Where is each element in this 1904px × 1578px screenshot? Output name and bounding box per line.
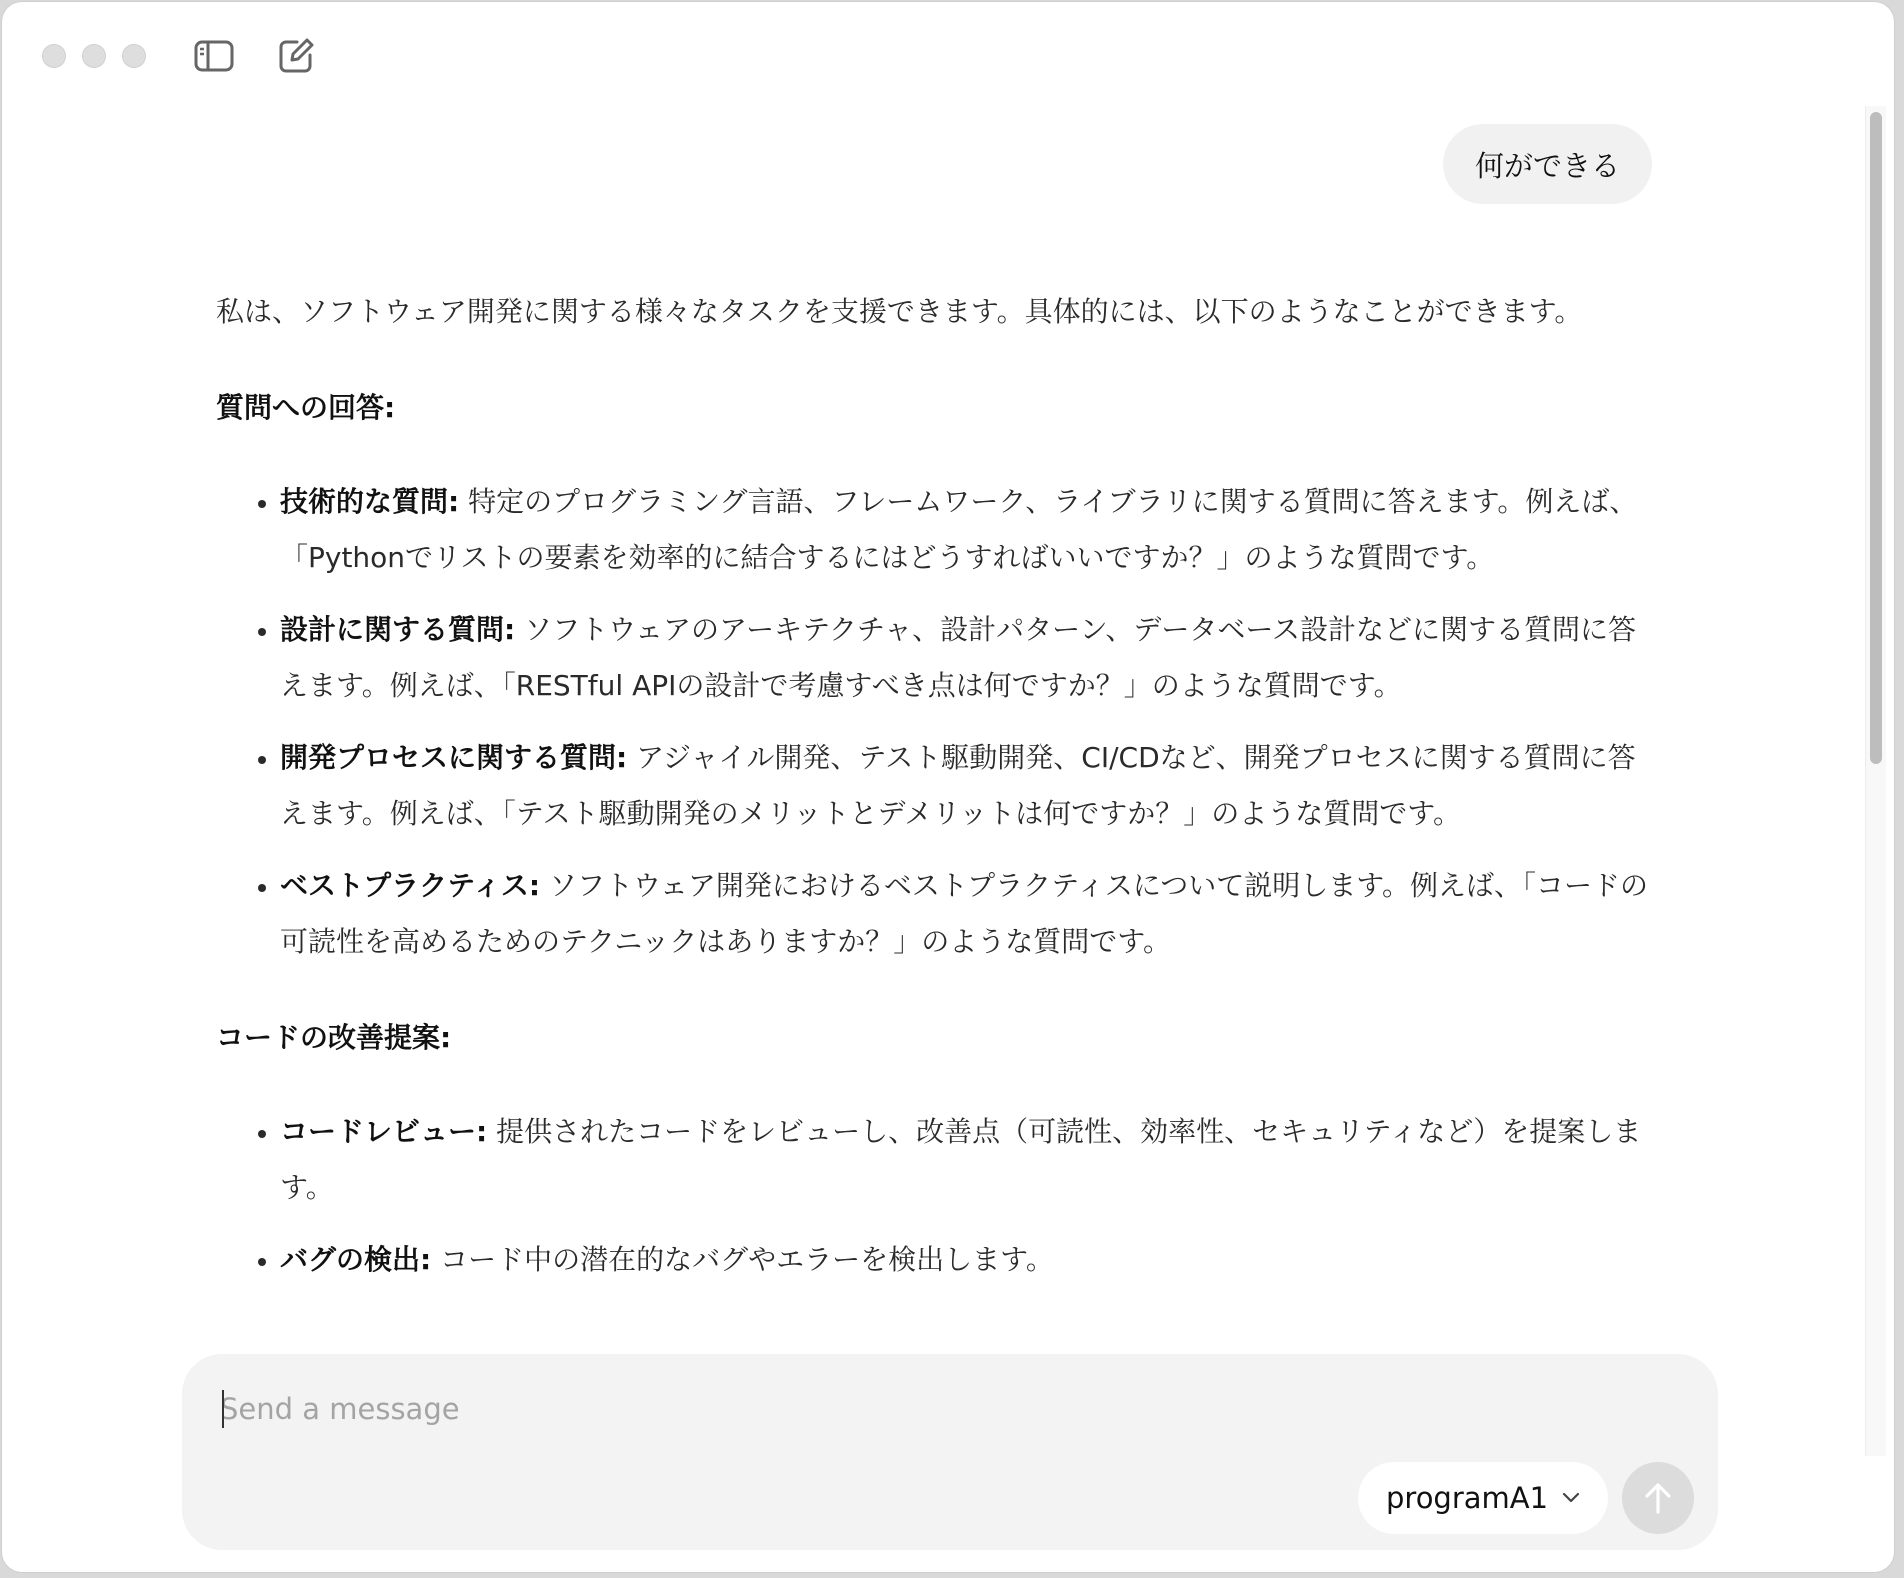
message-input[interactable]: [220, 1382, 1680, 1436]
close-window-button[interactable]: [42, 44, 66, 68]
conversation-view[interactable]: [2, 106, 1870, 1456]
app-window: [2, 2, 1894, 1572]
assistant-message: [216, 284, 1656, 1328]
list-item-text: 特定のプログラミング言語、フレームワーク、ライブラリに関する質問に答えます。例えば、「Pythonでリストの要素を効率的に結合するにはどうすればいいですか？」のような質問です。: [280, 485, 1638, 574]
new-chat-button[interactable]: [276, 36, 316, 76]
minimize-window-button[interactable]: [82, 44, 106, 68]
list-item-text: ソフトウェア開発におけるベストプラクティスについて説明します。例えば、「コードの可読性を高めるためのテクニックはありますか？」のような質問です。: [280, 869, 1649, 958]
list-item-text: コード中の潜在的なバグやエラーを検出します。: [431, 1243, 1054, 1276]
bullet-list: [216, 1104, 1656, 1288]
model-selector-label: programA1: [1386, 1481, 1549, 1515]
chevron-down-icon: [1562, 1492, 1580, 1504]
model-selector[interactable]: [1358, 1462, 1608, 1534]
list-item-text: ソフトウェアのアーキテクチャ、設計パターン、データベース設計などに関する質問に答えます。例えば、「RESTful APIの設計で考慮すべき点は何ですか？」のような質問です。: [280, 613, 1636, 702]
list-item-text: 提供されたコードをレビューし、改善点（可読性、効率性、セキュリティなど）を提案します。: [280, 1115, 1642, 1204]
sidebar-icon: [194, 39, 234, 73]
bullet-list: [216, 474, 1656, 970]
list-item: [280, 474, 1656, 586]
assistant-intro: 私は、ソフトウェア開発に関する様々なタスクを支援できます。具体的には、以下のようなことができます。: [216, 295, 1583, 328]
arrow-up-icon: [1643, 1481, 1673, 1515]
list-item: [280, 1104, 1656, 1216]
user-message-bubble: 何ができる: [1443, 124, 1652, 204]
list-item-title: コードレビュー:: [280, 1115, 488, 1148]
list-item-title: バグの検出:: [280, 1243, 432, 1276]
list-item: [280, 730, 1656, 842]
list-item-text: アジャイル開発、テスト駆動開発、CI/CDなど、開発プロセスに関する質問に答えます。例えば、「テスト駆動開発のメリットとデメリットは何ですか？」のような質問です。: [280, 741, 1636, 830]
text-caret: [222, 1390, 224, 1428]
sidebar-toggle-button[interactable]: [194, 36, 234, 76]
scrollbar-thumb[interactable]: [1870, 112, 1882, 764]
section-heading: コードの改善提案:: [216, 1021, 452, 1054]
list-item-title: 開発プロセスに関する質問:: [280, 741, 628, 774]
list-item-title: 設計に関する質問:: [280, 613, 516, 646]
compose-icon: [277, 37, 315, 75]
zoom-window-button[interactable]: [122, 44, 146, 68]
list-item-title: 技術的な質問:: [280, 485, 460, 518]
message-composer: [182, 1354, 1718, 1550]
list-item: [280, 1232, 1656, 1288]
list-item: [280, 858, 1656, 970]
section-heading: 質問への回答:: [216, 391, 396, 424]
send-button[interactable]: [1622, 1462, 1694, 1534]
titlebar: [2, 2, 1894, 106]
scrollbar[interactable]: [1865, 106, 1886, 1456]
list-item-title: ベストプラクティス:: [280, 869, 541, 902]
list-item: [280, 602, 1656, 714]
